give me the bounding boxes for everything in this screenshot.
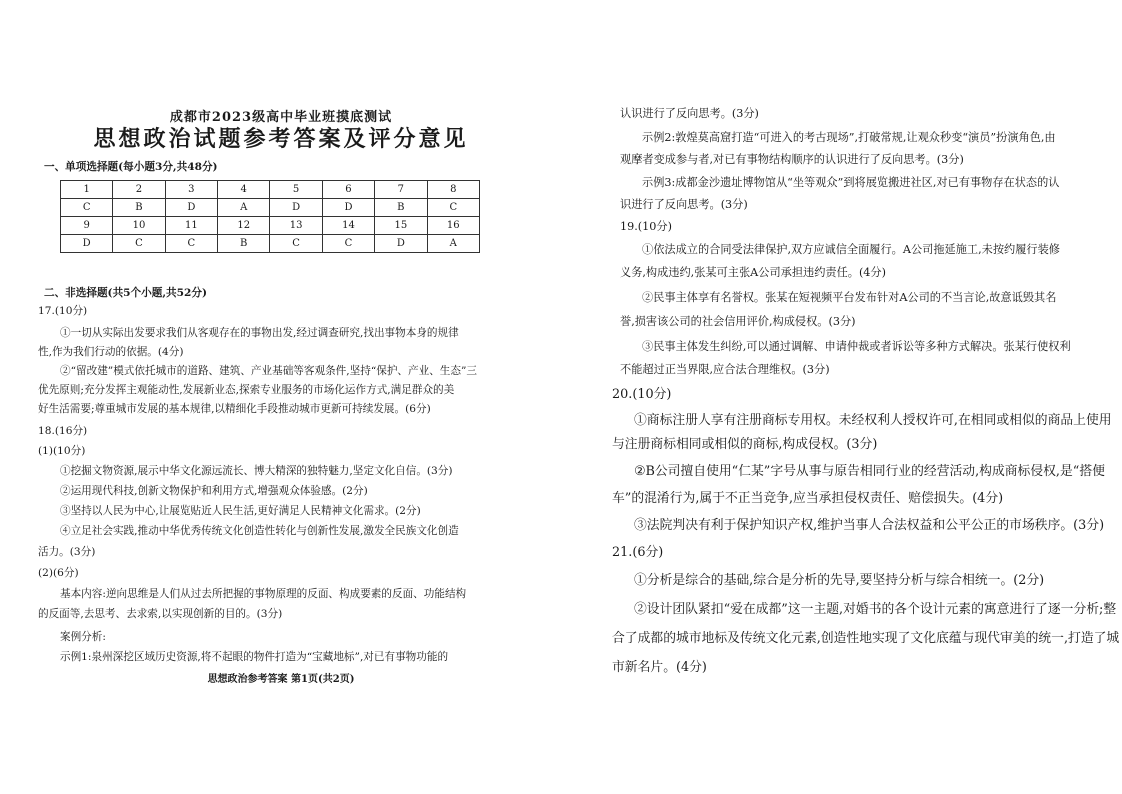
- answer-table-cell: 5: [270, 181, 322, 199]
- answer-table-cell: B: [218, 235, 270, 253]
- q17-answer-2c: 好生活需要;尊重城市发展的基本规律,以精细化手段推动城市更新可持续发展。(6分): [38, 403, 431, 415]
- q18-example-3a: 示例3:成都金沙遗址博物馆从“坐等观众”到将展览搬进社区,对已有事物存在状态的认: [642, 176, 1060, 189]
- answer-table-cell: A: [218, 199, 270, 217]
- q21-answer-2b: 合了成都的城市地标及传统文化元素,创造性地实现了文化底蕴与现代审美的统一,打造了城: [612, 631, 1120, 646]
- document-title: 思想政治试题参考答案及评分意见: [93, 126, 469, 152]
- q18-sub1-label: (1)(10分): [38, 445, 86, 457]
- q19-answer-3b: 不能超过正当界限,应合法合理维权。(3分): [620, 363, 830, 376]
- answer-table-cell: 15: [375, 217, 427, 235]
- q19-answer-2b: 誉,损害该公司的社会信用评价,构成侵权。(3分): [620, 315, 856, 328]
- answer-table: [60, 180, 480, 253]
- answer-table-cell: D: [375, 235, 427, 253]
- q20-answer-2b: 车”的混淆行为,属于不正当竞争,应当承担侵权责任、赔偿损失。(4分): [612, 491, 1004, 506]
- answer-table-cell: 10: [113, 217, 165, 235]
- answer-table-cell: 8: [427, 181, 479, 199]
- exam-title: 成都市2023级高中毕业班摸底测试: [169, 110, 393, 125]
- answer-table-cell: 9: [61, 217, 113, 235]
- q18-case-analysis-label: 案例分析:: [60, 631, 106, 643]
- section-1-heading: 一、单项选择题(每小题3分,共48分): [44, 161, 218, 173]
- answer-table-cell: 11: [165, 217, 217, 235]
- q18-answer-3: ③坚持以人民为中心,让展览贴近人民生活,更好满足人民精神文化需求。(2分): [60, 505, 421, 517]
- answer-table-cell: D: [165, 199, 217, 217]
- q18-label: 18.(16分): [38, 425, 88, 437]
- q19-answer-2a: ②民事主体享有名誉权。张某在短视频平台发布针对A公司的不当言论,故意诋毁其名: [642, 291, 1057, 304]
- q18-sub2-label: (2)(6分): [38, 567, 79, 579]
- answer-table-cell: D: [322, 199, 374, 217]
- q17-label: 17.(10分): [38, 305, 88, 317]
- answer-table-cell: 7: [375, 181, 427, 199]
- q18-example-3b: 识进行了反向思考。(3分): [620, 198, 748, 211]
- answer-table-row: [61, 199, 480, 217]
- q20-answer-2a: ②B公司擅自使用“仁某”字号从事与原告相同行业的经营活动,构成商标侵权,是“搭便: [634, 464, 1105, 479]
- q18-example-2b: 观摩者变成参与者,对已有事物结构顺序的认识进行了反向思考。(3分): [620, 153, 964, 166]
- answer-table-cell: D: [270, 199, 322, 217]
- q18-basic-content-a: 基本内容:逆向思维是人们从过去所把握的事物原理的反面、构成要素的反面、功能结构: [60, 588, 467, 600]
- q17-answer-1a: ①一切从实际出发要求我们从客观存在的事物出发,经过调查研究,找出事物本身的规律: [60, 327, 459, 339]
- q18-answer-1: ①挖掘文物资源,展示中华文化源远流长、博大精深的独特魅力,坚定文化自信。(3分): [60, 465, 453, 477]
- q20-answer-1a: ①商标注册人享有注册商标专用权。未经权利人授权许可,在相同或相似的商品上使用: [634, 413, 1112, 428]
- q19-label: 19.(10分): [620, 220, 672, 233]
- answer-table-row: [61, 235, 480, 253]
- answer-table-cell: 4: [218, 181, 270, 199]
- answer-table-cell: D: [61, 235, 113, 253]
- q18-basic-content-b: 的反面等,去思考、去求索,以实现创新的目的。(3分): [38, 608, 283, 620]
- q18-answer-4a: ④立足社会实践,推动中华优秀传统文化创造性转化与创新性发展,激发全民族文化创造: [60, 525, 459, 537]
- q18-answer-2: ②运用现代科技,创新文物保护和利用方式,增强观众体验感。(2分): [60, 485, 368, 497]
- answer-table-cell: A: [427, 235, 479, 253]
- answer-table-cell: C: [113, 235, 165, 253]
- q18-example-2a: 示例2:敦煌莫高窟打造“可进入的考古现场”,打破常规,让观众秒变“演员”扮演角色,由: [642, 131, 1056, 144]
- answer-table-cell: 16: [427, 217, 479, 235]
- answer-table-cell: 3: [165, 181, 217, 199]
- q20-answer-1b: 与注册商标相同或相似的商标,构成侵权。(3分): [612, 437, 878, 452]
- q17-answer-2a: ②“留改建”模式依托城市的道路、建筑、产业基础等客观条件,坚持“保护、产业、生态”三: [60, 365, 477, 377]
- answer-table-cell: B: [375, 199, 427, 217]
- q19-answer-1b: 义务,构成违约,张某可主张A公司承担违约责任。(4分): [620, 266, 886, 279]
- q21-label: 21.(6分): [612, 545, 664, 560]
- q20-answer-3: ③法院判决有利于保护知识产权,维护当事人合法权益和公平公正的市场秩序。(3分): [634, 518, 1105, 533]
- q19-answer-3a: ③民事主体发生纠纷,可以通过调解、申请仲裁或者诉讼等多种方式解决。张某行使权利: [642, 340, 1071, 353]
- answer-table-cell: 1: [61, 181, 113, 199]
- answer-table-cell: 2: [113, 181, 165, 199]
- answer-table-cell: 6: [322, 181, 374, 199]
- answer-table-cell: C: [322, 235, 374, 253]
- answer-table-cell: C: [270, 235, 322, 253]
- answer-table-row: [61, 217, 480, 235]
- q21-answer-1: ①分析是综合的基础,综合是分析的先导,要坚持分析与综合相统一。(2分): [634, 573, 1045, 588]
- answer-table-row: [61, 181, 480, 199]
- section-2-heading: 二、非选择题(共5个小题,共52分): [44, 287, 207, 299]
- answer-table-cell: 13: [270, 217, 322, 235]
- q21-answer-2c: 市新名片。(4分): [612, 660, 707, 675]
- q21-answer-2a: ②设计团队紧扣“爱在成都”这一主题,对婚书的各个设计元素的寓意进行了逐一分析;整: [634, 602, 1117, 617]
- page-footer: 思想政治参考答案 第1页(共2页): [207, 674, 355, 685]
- q18-example-1-cont: 认识进行了反向思考。(3分): [620, 107, 759, 120]
- answer-table-cell: C: [427, 199, 479, 217]
- q20-label: 20.(10分): [612, 387, 672, 402]
- answer-table-cell: C: [165, 235, 217, 253]
- q18-example-1: 示例1:泉州深挖区域历史资源,将不起眼的物件打造为“宝藏地标”,对已有事物功能的: [60, 651, 449, 663]
- q17-answer-1b: 性,作为我们行动的依据。(4分): [38, 346, 184, 358]
- q18-answer-4b: 活力。(3分): [38, 546, 96, 558]
- answer-table-cell: 14: [322, 217, 374, 235]
- answer-table-cell: B: [113, 199, 165, 217]
- answer-table-cell: C: [61, 199, 113, 217]
- q19-answer-1a: ①依法成立的合同受法律保护,双方应诚信全面履行。A公司拖延施工,未按约履行装修: [642, 243, 1060, 256]
- answer-table-cell: 12: [218, 217, 270, 235]
- q17-answer-2b: 优先原则;充分发挥主观能动性,发展新业态,探索专业服务的市场化运作方式,满足群众的美: [38, 384, 455, 396]
